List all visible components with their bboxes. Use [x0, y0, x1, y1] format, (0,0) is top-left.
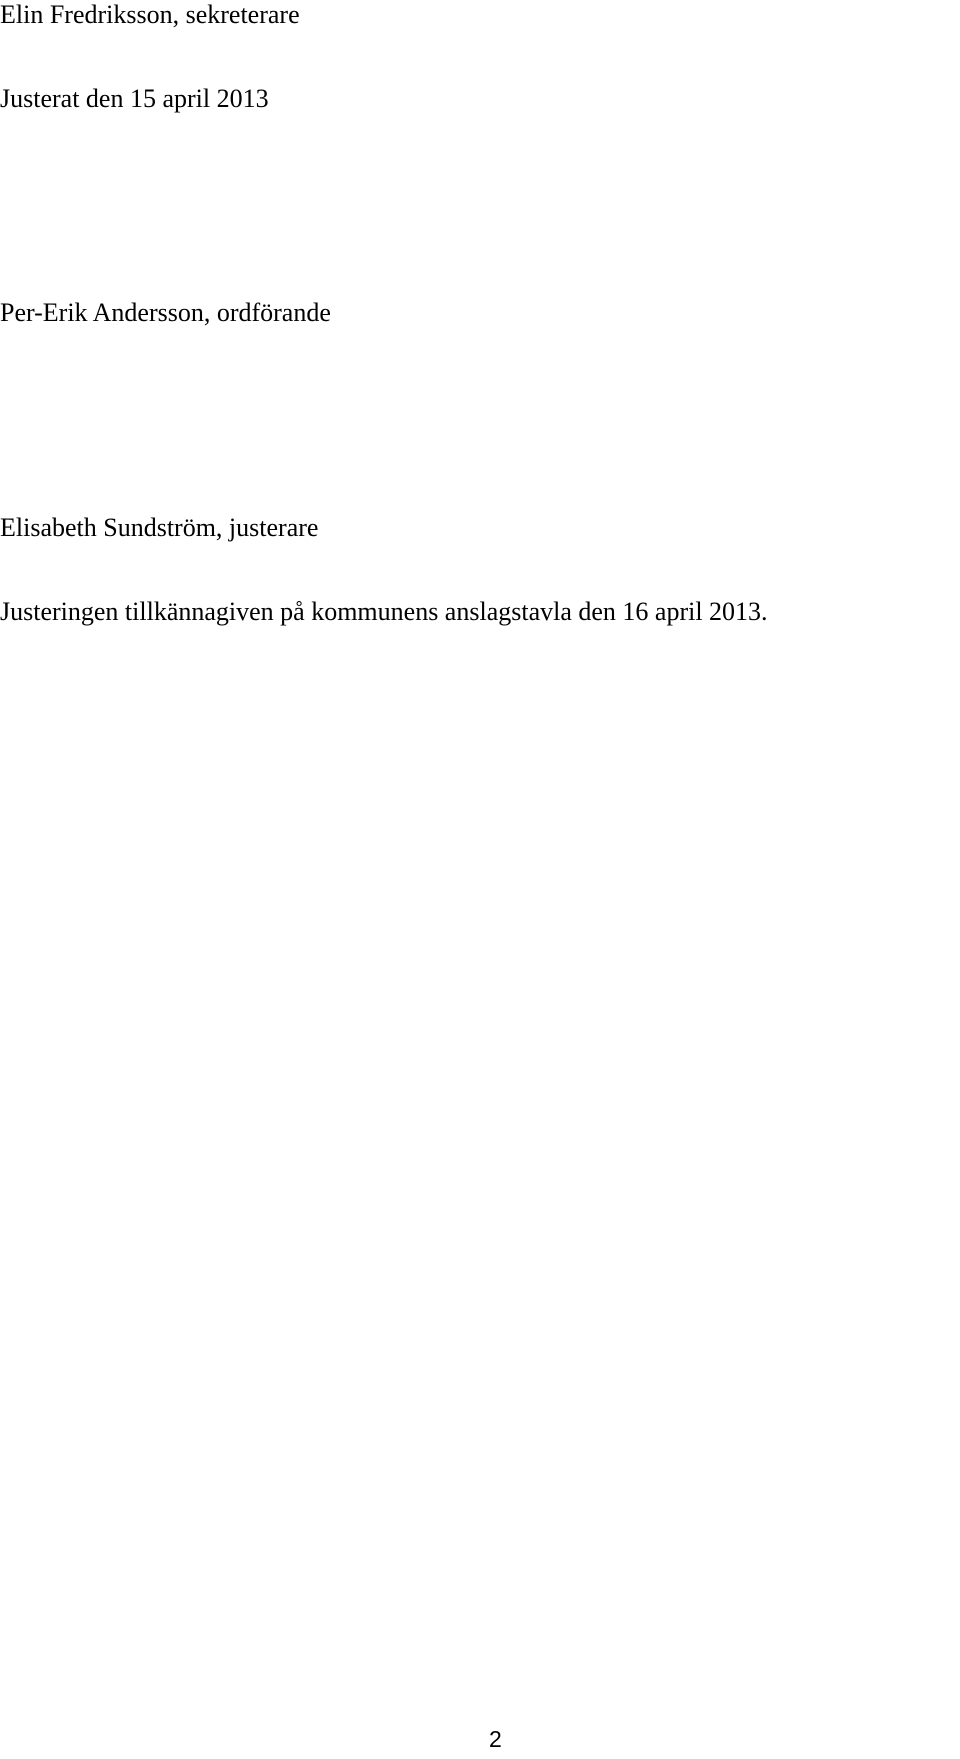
announcement-line: Justeringen tillkännagiven på kommunens anslagstavla den 16 april 2013. — [0, 597, 768, 626]
page-number: 2 — [489, 1726, 502, 1752]
chairman-signature-line: Per-Erik Andersson, ordförande — [0, 298, 331, 327]
adjuster-signature-line: Elisabeth Sundström, justerare — [0, 513, 319, 542]
secretary-signature-line: Elin Fredriksson, sekreterare — [0, 0, 300, 29]
adjustment-date-line: Justerat den 15 april 2013 — [0, 84, 269, 113]
